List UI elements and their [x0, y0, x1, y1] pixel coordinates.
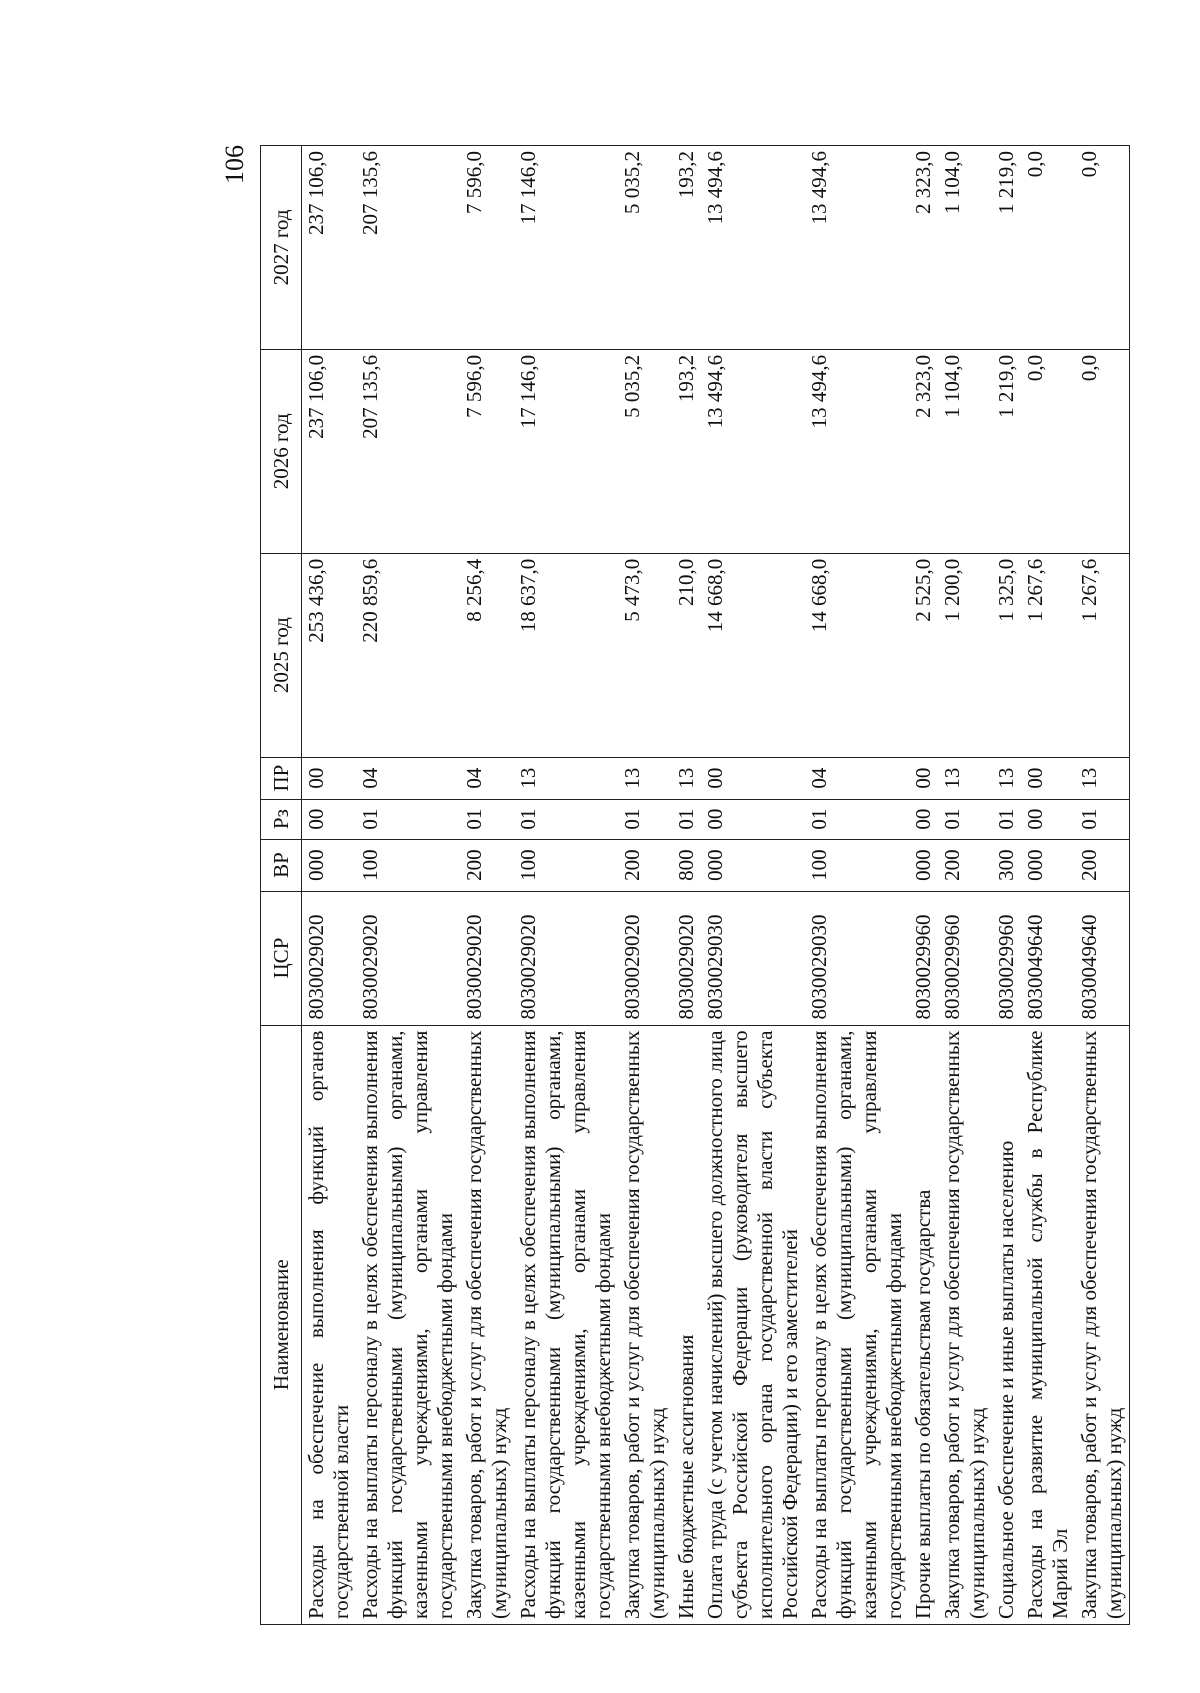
cell-2026: 7 596,0 — [460, 349, 514, 553]
cell-name: Закупка товаров, работ и услуг для обеспечения государственных (муниципальных) нужд — [460, 1025, 514, 1624]
cell-rz: 01 — [992, 799, 1021, 839]
cell-name: Закупка товаров, работ и услуг для обеспечения государственных (муниципальных) нужд — [1075, 1025, 1130, 1624]
cell-csr: 8030029020 — [356, 891, 460, 1025]
cell-2025: 1 267,6 — [1075, 553, 1130, 757]
cell-vr: 800 — [672, 839, 701, 891]
cell-name: Оплата труда (с учетом начислений) высшего должностного лица субъекта Российской Федерации (руководителя высшего исполнительного органа государственной власти субъекта Российской Федерации) и его заместителей — [701, 1025, 805, 1624]
cell-vr: 000 — [701, 839, 805, 891]
header-rz: Рз — [261, 799, 302, 839]
cell-name: Расходы на выплаты персоналу в целях обеспечения выполнения функций государственными (муниципальными) органами, казенными учреждениями, органами управления государственными внебюджетными фондами — [356, 1025, 460, 1624]
cell-2025: 1 325,0 — [992, 553, 1021, 757]
cell-2026: 0,0 — [1021, 349, 1075, 553]
table-row — [1075, 146, 1130, 1625]
table-row — [805, 146, 909, 1625]
cell-name: Расходы на развитие муниципальной службы в Республике Марий Эл — [1021, 1025, 1075, 1624]
budget-table — [260, 145, 1130, 1625]
header-2025: 2025 год — [261, 553, 302, 757]
cell-2026: 5 035,2 — [618, 349, 672, 553]
cell-rz: 01 — [356, 799, 460, 839]
cell-2027: 1 219,0 — [992, 146, 1021, 350]
table-row — [514, 146, 618, 1625]
cell-name: Закупка товаров, работ и услуг для обеспечения государственных (муниципальных) нужд — [618, 1025, 672, 1624]
table-row — [302, 146, 357, 1625]
header-2027: 2027 год — [261, 146, 302, 350]
table-header-row — [261, 146, 302, 1625]
cell-pr: 04 — [460, 757, 514, 799]
cell-2027: 0,0 — [1021, 146, 1075, 350]
cell-2026: 2 323,0 — [909, 349, 938, 553]
cell-csr: 8030029960 — [938, 891, 992, 1025]
cell-pr: 13 — [618, 757, 672, 799]
cell-name: Расходы на обеспечение выполнения функций органов государственной власти — [302, 1025, 357, 1624]
cell-2026: 193,2 — [672, 349, 701, 553]
cell-csr: 8030029020 — [302, 891, 357, 1025]
cell-rz: 01 — [460, 799, 514, 839]
document-page — [220, 145, 1126, 1625]
table-row — [1021, 146, 1075, 1625]
cell-name: Расходы на выплаты персоналу в целях обеспечения выполнения функций государственными (муниципальными) органами, казенными учреждениями, органами управления государственными внебюджетными фондами — [805, 1025, 909, 1624]
table-row — [992, 146, 1021, 1625]
table-row — [460, 146, 514, 1625]
cell-csr: 8030029960 — [992, 891, 1021, 1025]
cell-pr: 04 — [805, 757, 909, 799]
table-row — [618, 146, 672, 1625]
cell-2026: 13 494,6 — [805, 349, 909, 553]
table-row — [938, 146, 992, 1625]
header-vr: ВР — [261, 839, 302, 891]
table-row — [356, 146, 460, 1625]
cell-2027: 5 035,2 — [618, 146, 672, 350]
cell-rz: 00 — [701, 799, 805, 839]
cell-2026: 1 104,0 — [938, 349, 992, 553]
cell-2025: 8 256,4 — [460, 553, 514, 757]
cell-2025: 220 859,6 — [356, 553, 460, 757]
header-name: Наименование — [261, 1025, 302, 1624]
cell-csr: 8030029020 — [460, 891, 514, 1025]
cell-2026: 207 135,6 — [356, 349, 460, 553]
cell-rz: 01 — [805, 799, 909, 839]
cell-2025: 2 525,0 — [909, 553, 938, 757]
cell-name: Расходы на выплаты персоналу в целях обеспечения выполнения функций государственными (муниципальными) органами, казенными учреждениями, органами управления государственными внебюджетными фондами — [514, 1025, 618, 1624]
cell-2025: 210,0 — [672, 553, 701, 757]
cell-2027: 193,2 — [672, 146, 701, 350]
cell-csr: 8030049640 — [1021, 891, 1075, 1025]
cell-vr: 000 — [1021, 839, 1075, 891]
cell-2027: 7 596,0 — [460, 146, 514, 350]
cell-2027: 17 146,0 — [514, 146, 618, 350]
cell-pr: 13 — [992, 757, 1021, 799]
cell-2026: 17 146,0 — [514, 349, 618, 553]
cell-vr: 100 — [514, 839, 618, 891]
cell-2025: 1 200,0 — [938, 553, 992, 757]
cell-2027: 207 135,6 — [356, 146, 460, 350]
cell-pr: 00 — [302, 757, 357, 799]
cell-name: Закупка товаров, работ и услуг для обеспечения государственных (муниципальных) нужд — [938, 1025, 992, 1624]
cell-pr: 13 — [672, 757, 701, 799]
cell-vr: 000 — [909, 839, 938, 891]
cell-2025: 14 668,0 — [701, 553, 805, 757]
cell-2025: 5 473,0 — [618, 553, 672, 757]
cell-pr: 04 — [356, 757, 460, 799]
cell-2027: 13 494,6 — [701, 146, 805, 350]
cell-csr: 8030029020 — [672, 891, 701, 1025]
cell-rz: 01 — [672, 799, 701, 839]
cell-pr: 00 — [701, 757, 805, 799]
cell-vr: 200 — [1075, 839, 1130, 891]
table-row — [909, 146, 938, 1625]
table-row — [701, 146, 805, 1625]
cell-2027: 1 104,0 — [938, 146, 992, 350]
cell-csr: 8030029030 — [701, 891, 805, 1025]
cell-vr: 300 — [992, 839, 1021, 891]
header-2026: 2026 год — [261, 349, 302, 553]
cell-rz: 00 — [302, 799, 357, 839]
cell-pr: 13 — [514, 757, 618, 799]
cell-rz: 00 — [909, 799, 938, 839]
cell-csr: 8030029020 — [618, 891, 672, 1025]
cell-name: Социальное обеспечение и иные выплаты населению — [992, 1025, 1021, 1624]
cell-vr: 200 — [618, 839, 672, 891]
cell-vr: 200 — [460, 839, 514, 891]
cell-rz: 01 — [618, 799, 672, 839]
cell-name: Иные бюджетные ассигнования — [672, 1025, 701, 1624]
cell-2025: 14 668,0 — [805, 553, 909, 757]
table-row — [672, 146, 701, 1625]
header-csr: ЦСР — [261, 891, 302, 1025]
cell-vr: 200 — [938, 839, 992, 891]
table-header — [261, 146, 302, 1625]
cell-rz: 00 — [1021, 799, 1075, 839]
cell-rz: 01 — [938, 799, 992, 839]
cell-csr: 8030029960 — [909, 891, 938, 1025]
cell-2026: 13 494,6 — [701, 349, 805, 553]
cell-csr: 8030029030 — [805, 891, 909, 1025]
cell-pr: 00 — [909, 757, 938, 799]
header-pr: ПР — [261, 757, 302, 799]
cell-2026: 1 219,0 — [992, 349, 1021, 553]
table-body — [302, 146, 1130, 1625]
cell-pr: 13 — [938, 757, 992, 799]
cell-csr: 8030029020 — [514, 891, 618, 1025]
cell-pr: 13 — [1075, 757, 1130, 799]
cell-2026: 237 106,0 — [302, 349, 357, 553]
cell-pr: 00 — [1021, 757, 1075, 799]
cell-2025: 1 267,6 — [1021, 553, 1075, 757]
cell-rz: 01 — [1075, 799, 1130, 839]
cell-2027: 0,0 — [1075, 146, 1130, 350]
cell-2025: 253 436,0 — [302, 553, 357, 757]
cell-vr: 000 — [302, 839, 357, 891]
cell-name: Прочие выплаты по обязательствам государства — [909, 1025, 938, 1624]
cell-csr: 8030049640 — [1075, 891, 1130, 1025]
cell-2027: 2 323,0 — [909, 146, 938, 350]
cell-2027: 237 106,0 — [302, 146, 357, 350]
cell-rz: 01 — [514, 799, 618, 839]
cell-2025: 18 637,0 — [514, 553, 618, 757]
cell-vr: 100 — [805, 839, 909, 891]
cell-2027: 13 494,6 — [805, 146, 909, 350]
cell-vr: 100 — [356, 839, 460, 891]
page-number: 106 — [220, 145, 249, 184]
cell-2026: 0,0 — [1075, 349, 1130, 553]
